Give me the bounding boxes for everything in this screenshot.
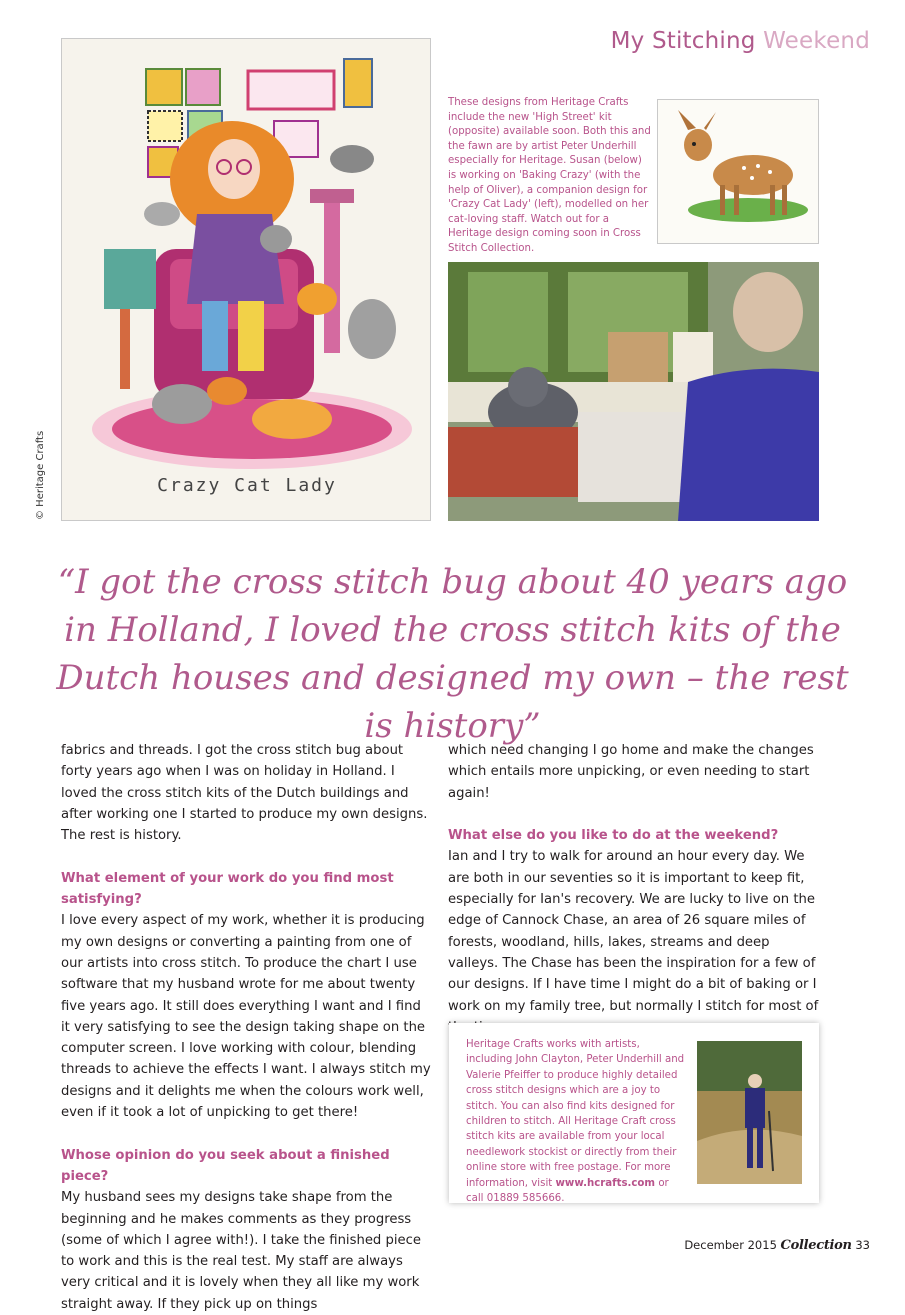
subheading: Whose opinion do you seek about a finished piece? <box>61 1147 390 1184</box>
info-box-tail: or call 01889 585666. <box>466 1177 669 1205</box>
page-number: 33 <box>855 1238 870 1252</box>
paragraph: which need changing I go home and make the changes which entails more unpicking, or even needing to start again! <box>448 743 814 801</box>
article-column-right <box>448 740 820 1038</box>
paragraph: I love every aspect of my work, whether it is producing my own designs or converting a painting from one of our artists into cross stitch. To produce the chart I use software that my husband wrote for me about twenty five years ago. It still does everything I want and I find it very satisfying to see the design taking shape on the computer screen. I love working with colour, blending threads to achieve the effects I want. I always stitch my designs and it delights me when the colours work well, even if it took a lot of unpicking to get there! <box>61 913 431 1121</box>
ccl-title-label: Crazy Cat Lady <box>157 475 337 496</box>
image-caption: These designs from Heritage Crafts include the new 'High Street' kit (opposite) available soon. Both this and the fawn are by artist Peter Underhill especially for Heritage. Susan (below) is working on 'Baking Crazy' (with the help of Oliver), a companion design for 'Crazy Cat Lady' (left), modelled on her cat-loving staff. Watch out for a Heritage design coming soon in Cross Stitch Collection. <box>448 97 651 254</box>
stitching-photo <box>448 262 819 521</box>
info-box-body: Heritage Crafts works with artists, including John Clayton, Peter Underhill and Valerie Pfeiffer to produce highly detailed cross stitch designs which are a joy to stitch. You can also find kits designed for children to stitch. All Heritage Craft cross stitch kits are available from your local needlework stockist or directly from their online store with free postage. For more information, visit <box>466 1039 685 1189</box>
walk-photo <box>697 1041 802 1184</box>
crazy-cat-lady-image <box>61 38 431 521</box>
paragraph: My husband sees my designs take shape from the beginning and he makes comments as they progress (some of which I agree with!). I take the finished piece to work and this is the real test. My staff are always very critical and it is lovely when they all like my work straight away. If they pick up on things <box>61 1190 422 1312</box>
paragraph: Ian and I try to walk for around an hour every day. We are both in our seventies so it is important to keep fit, especially for Ian's recovery. We are lucky to live on the edge of Cannock Chase, an area of 26 square miles of forests, woodland, hills, lakes, streams and deep valleys. The Chase has been the inspiration for a few of our designs. If I have time I might do a bit of baking or I work on my family tree, but normally I stitch for most of <box>448 849 819 1014</box>
header-title-primary: My Stitching <box>610 28 756 54</box>
info-box-text <box>466 1037 688 1206</box>
issue-date: December 2015 <box>684 1238 777 1252</box>
magazine-logo: Collection <box>780 1238 852 1253</box>
subheading: What element of your work do you find most satisfying? <box>61 870 394 908</box>
subheading: What else do you like to do at the weekend? <box>448 828 779 844</box>
article-column-left <box>61 740 433 1315</box>
paragraph: fabrics and threads. I got the cross stitch bug about forty years ago when I was on holiday in Holland. I loved the cross stitch kits of the Dutch buildings and after working one I started to produce my own designs. The rest is history. <box>61 743 428 844</box>
pull-quote: “I got the cross stitch bug about 40 years ago in Holland, I loved the cross stitch kits of the Dutch houses and designed my own – the rest is history” <box>56 562 849 746</box>
header-title-secondary: Weekend <box>763 28 870 54</box>
website-link[interactable]: www.hcrafts.com <box>555 1177 656 1189</box>
page-footer <box>684 1238 870 1253</box>
image-credit: © Heritage Crafts <box>35 430 46 520</box>
fawn-image <box>657 99 819 244</box>
section-header <box>611 28 870 54</box>
